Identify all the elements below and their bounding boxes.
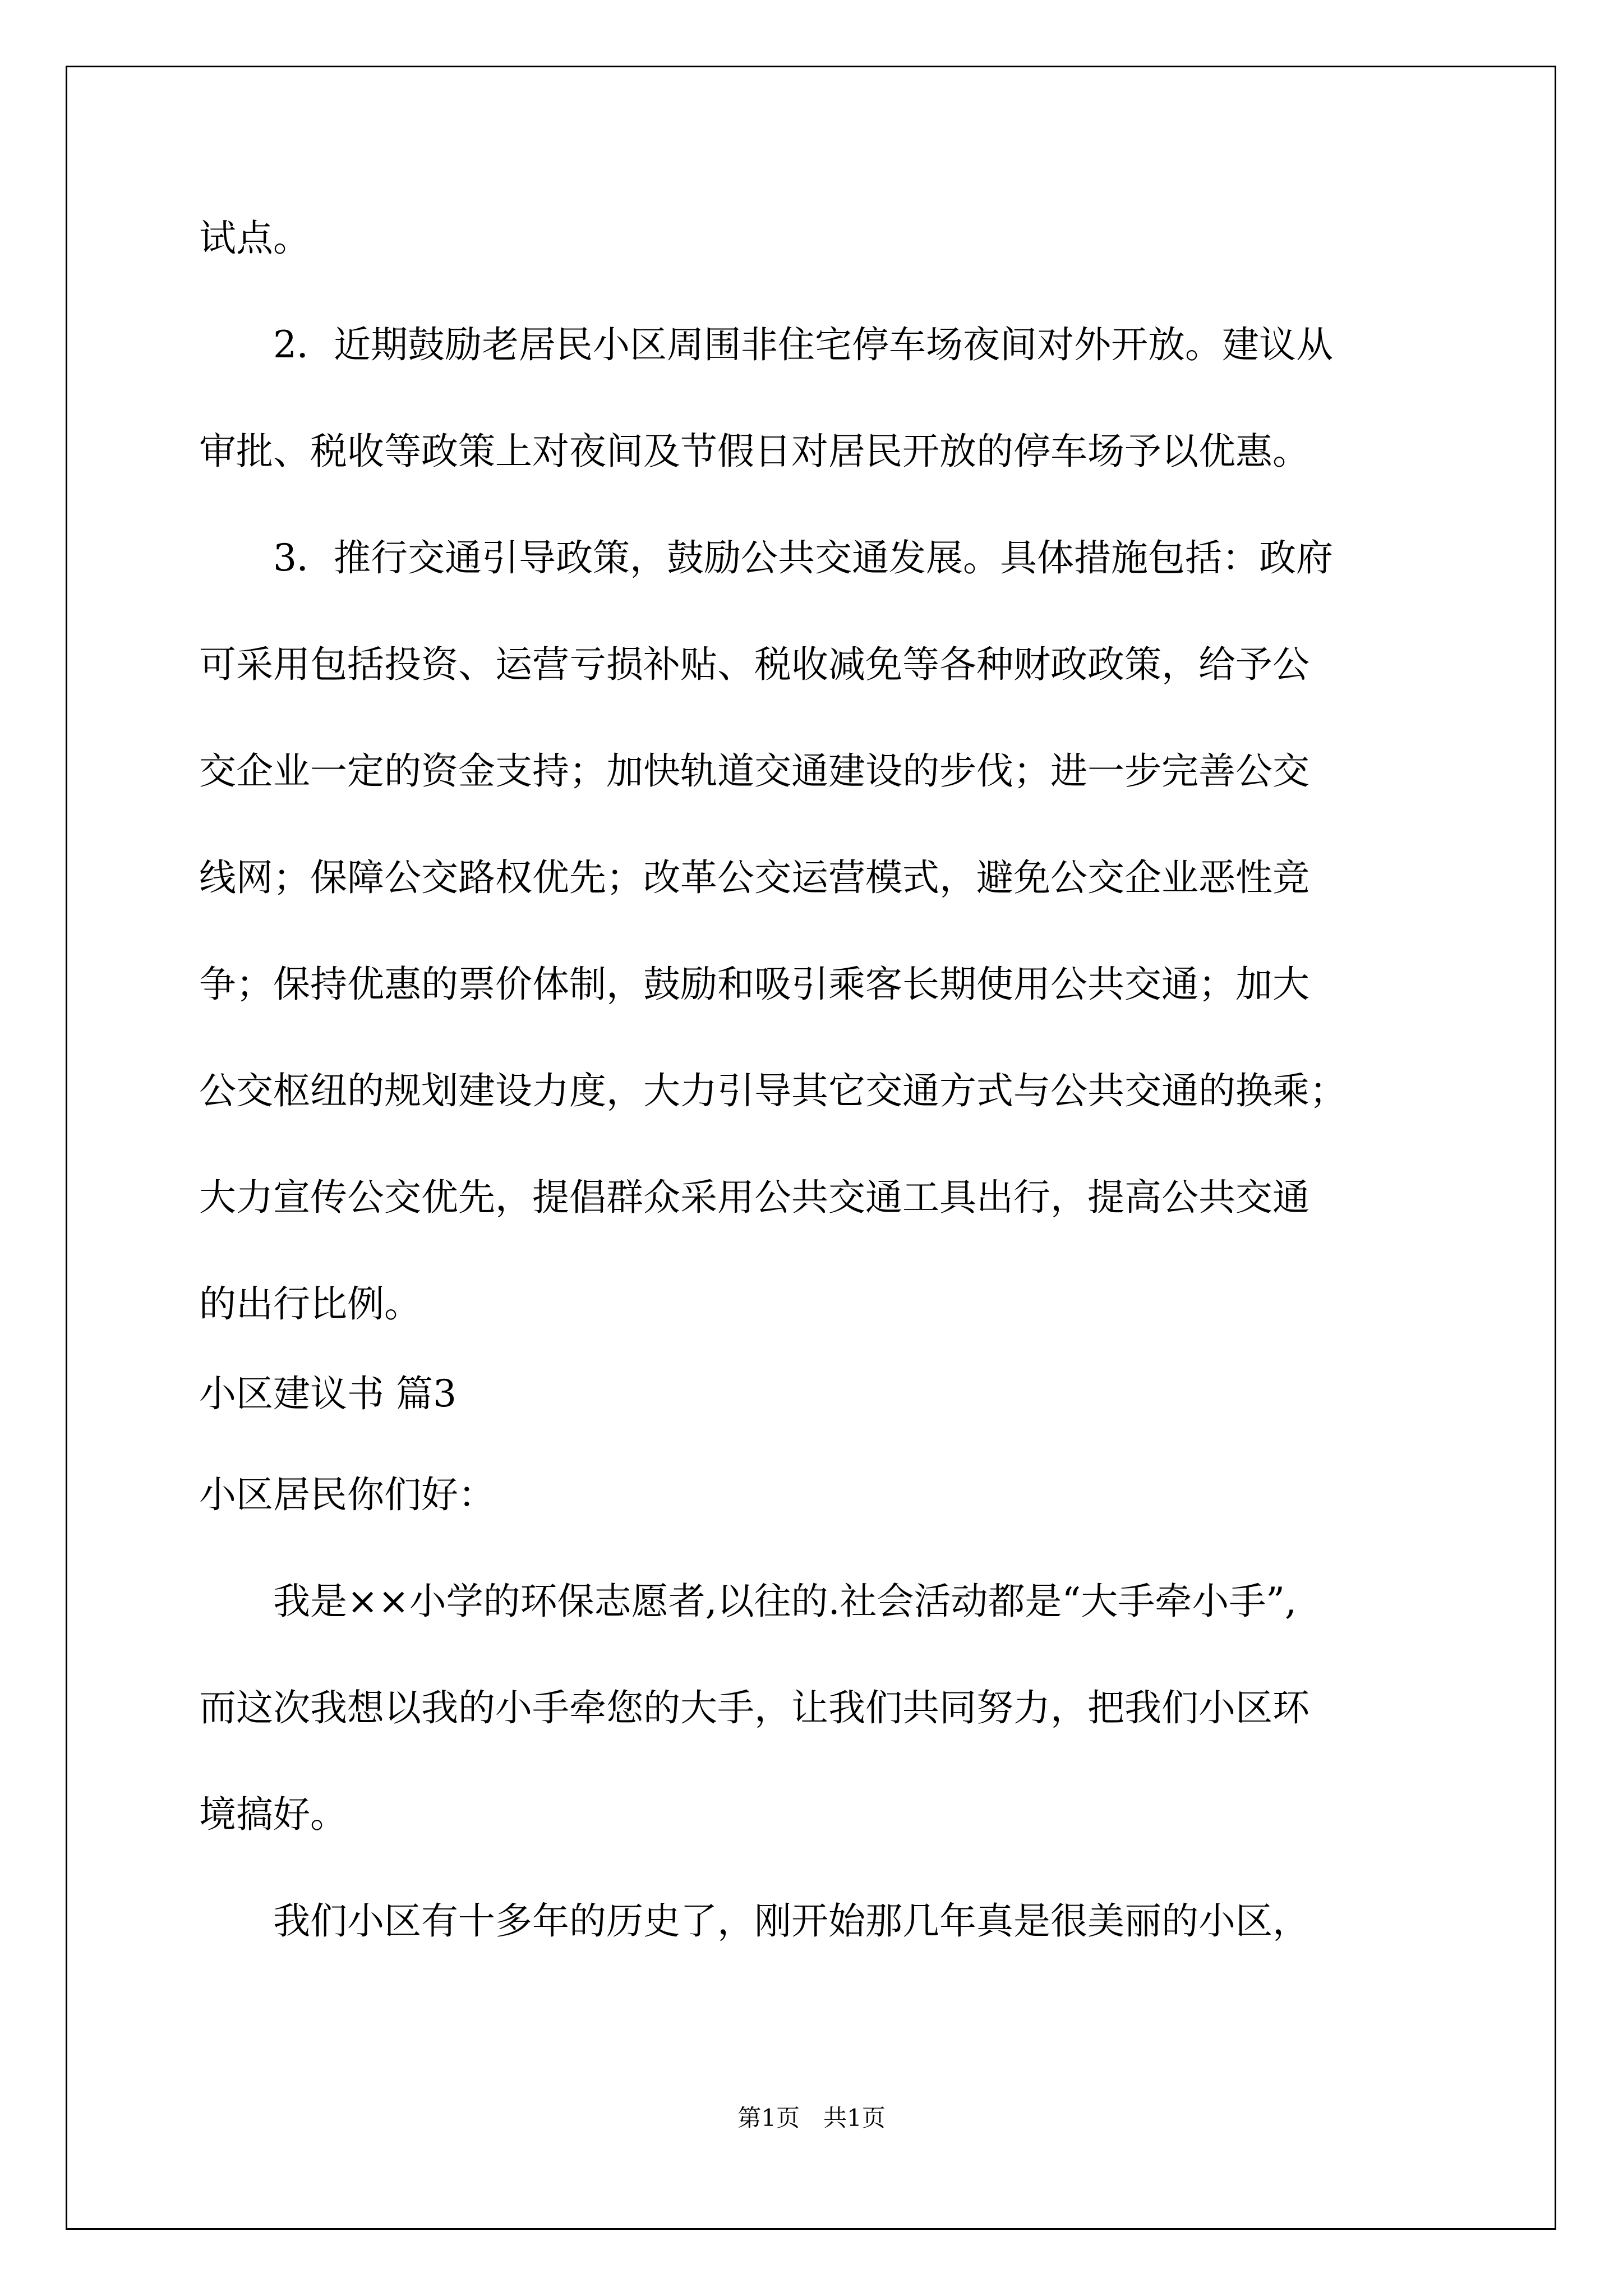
body-line: 可采用包括投资、运营亏损补贴、税收减免等各种财政政策，给予公 <box>199 643 1310 686</box>
body-line: 试点。 <box>199 217 310 260</box>
body-line: 公交枢纽的规划建设力度，大力引导其它交通方式与公共交通的换乘； <box>199 1069 1347 1112</box>
salutation: 小区居民你们好： <box>199 1473 495 1516</box>
section-heading: 小区建议书 篇3 <box>199 1372 457 1415</box>
body-line: 线网；保障公交路权优先；改革公交运营模式，避免公交企业恶性竞 <box>199 856 1310 899</box>
body-line: 大力宣传公交优先，提倡群众采用公共交通工具出行，提高公共交通 <box>199 1176 1310 1219</box>
body-line: 审批、税收等政策上对夜间及节假日对居民开放的停车场予以优惠。 <box>199 430 1310 473</box>
body-line: 交企业一定的资金支持；加快轨道交通建设的步伐；进一步完善公交 <box>199 749 1310 793</box>
page-number: 第1页 共1页 <box>737 2104 886 2132</box>
body-line: 而这次我想以我的小手牵您的大手，让我们共同努力，把我们小区环 <box>199 1686 1310 1729</box>
body-line: 我们小区有十多年的历史了，刚开始那几年真是很美丽的小区， <box>199 1899 1310 1943</box>
body-line: 3．推行交通引导政策，鼓励公共交通发展。具体措施包括：政府 <box>199 536 1333 579</box>
body-line: 我是××小学的环保志愿者,以往的.社会活动都是“大手牵小手”, <box>199 1580 1297 1623</box>
body-line: 争；保持优惠的票价体制，鼓励和吸引乘客长期使用公共交通；加大 <box>199 963 1310 1006</box>
body-line: 的出行比例。 <box>199 1282 421 1326</box>
body-line: 境搞好。 <box>199 1793 347 1836</box>
body-line: 2．近期鼓励老居民小区周围非住宅停车场夜间对外开放。建议从 <box>199 323 1333 366</box>
